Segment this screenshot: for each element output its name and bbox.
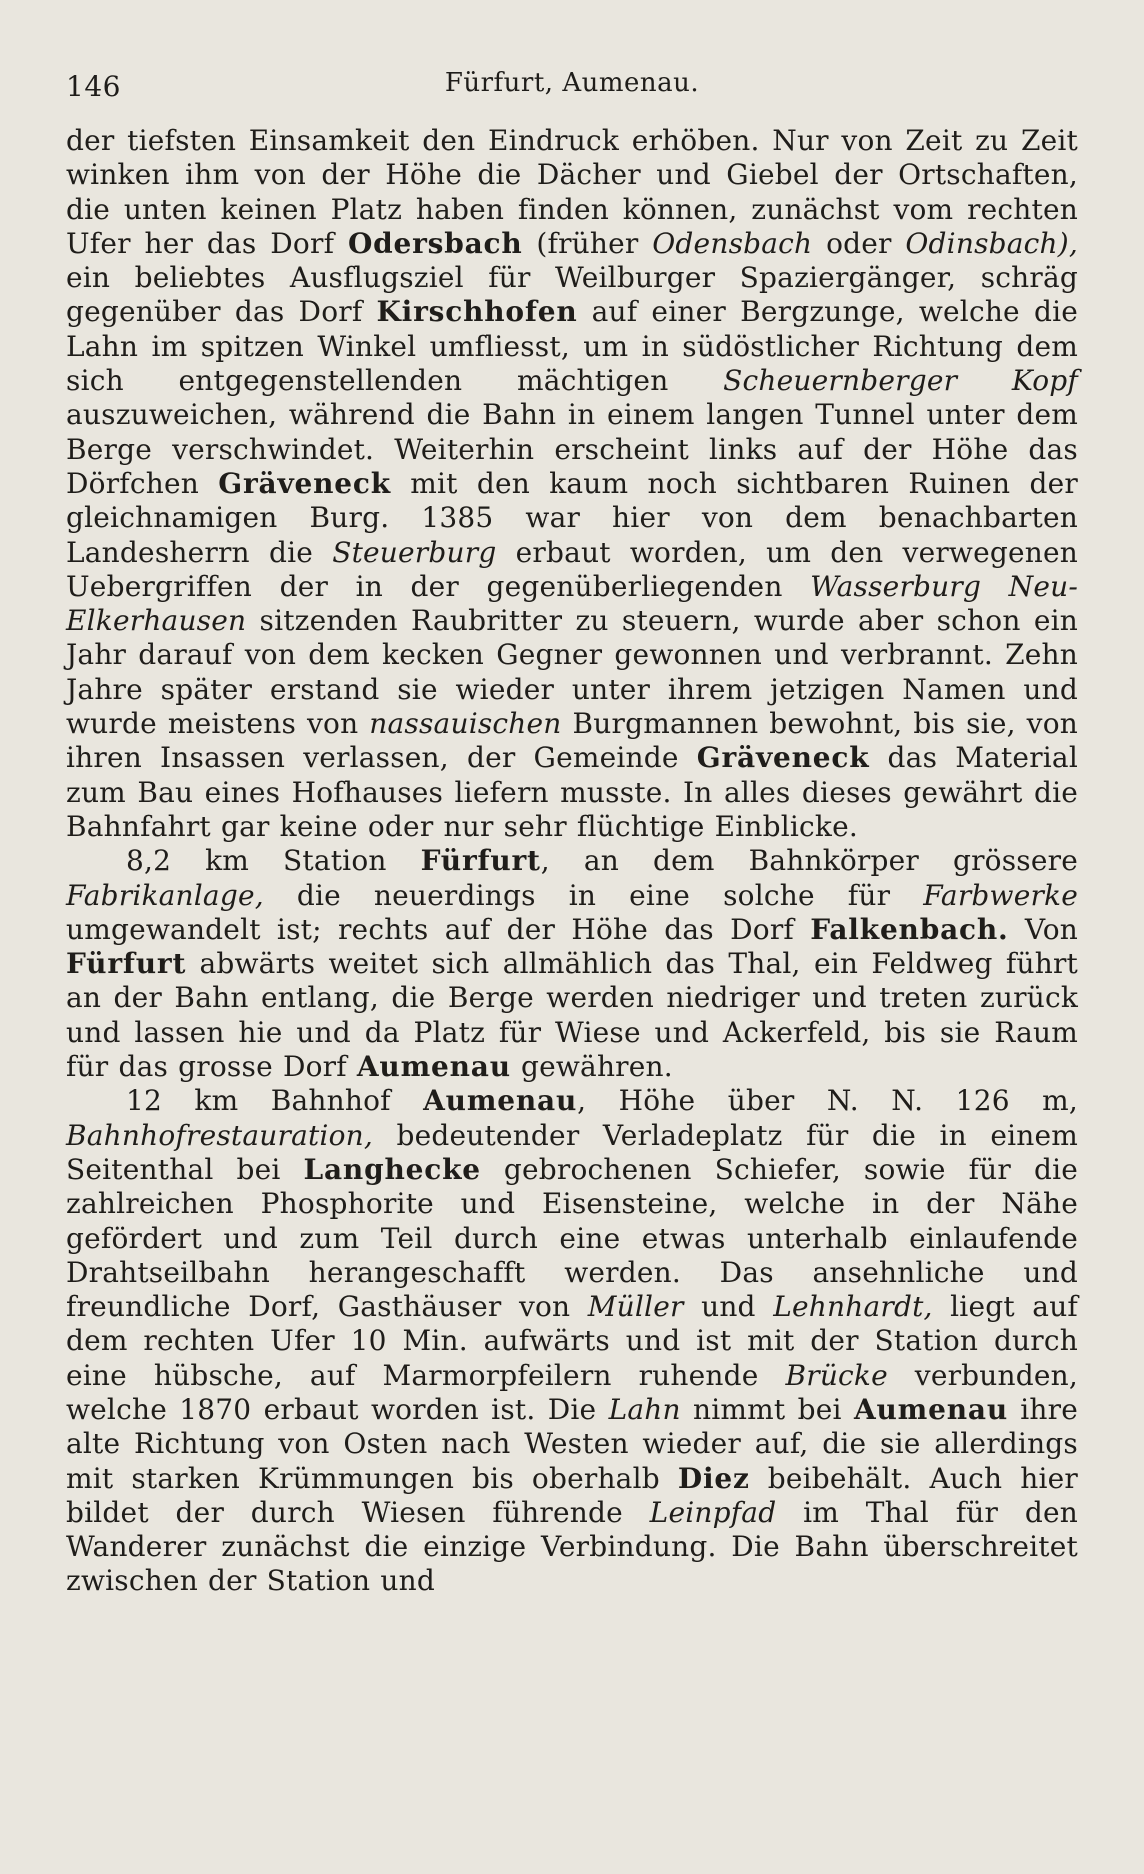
emphasis-text: Odensbach — [652, 226, 813, 260]
emphasis-text: Bahnhofrestauration, — [66, 1118, 373, 1152]
body-text — [66, 124, 1078, 1599]
place-name: Gräveneck — [218, 466, 391, 500]
emphasis-text: Lahn — [608, 1392, 681, 1426]
text-run: und — [683, 1290, 774, 1324]
text-run: die neuerdings in eine solche für — [263, 878, 924, 912]
text-run: der tiefsten Einsamkeit den Eindruck erhöben. Nur von Zeit zu Zeit winken ihm von der Höhe die Dächer und Giebel der Ortschaften, die unten keinen Platz haben finden können, zunächst vom rechten Ufer her das Dorf — [66, 124, 1078, 260]
text-run: mit den kaum noch sichtbaren Ruinen der gleichnamigen Burg. 1385 war hier von dem benachbarten Landesherrn die — [66, 466, 1078, 569]
text-run: erbaut worden, um den verwegenen Uebergriffen der in der gegenüberliegenden — [66, 535, 1078, 603]
paragraph — [66, 124, 1078, 844]
page-number: 146 — [66, 70, 121, 103]
text-run: liegt auf dem rechten Ufer 10 Min. aufwärts und ist mit der Station durch eine hübsche, auf Marmorpfeilern ruhende — [66, 1290, 1078, 1392]
emphasis-text: Farbwerke — [923, 878, 1078, 912]
place-name: Aumenau — [854, 1392, 1008, 1426]
text-run: (früher — [522, 226, 653, 260]
text-run: bedeutender Verladeplatz für die in einem Seitenthal bei — [66, 1118, 1078, 1186]
text-run: gewähren. — [510, 1050, 673, 1084]
emphasis-text: Scheuernberger Kopf — [723, 364, 1078, 398]
text-run: gebrochenen Schiefer, sowie für die zahlreichen Phosphorite und Eisensteine, welche in der Nähe gefördert und zum Teil durch eine etwas unterhalb einlaufende Drahtseilbahn herangeschafft werden. Das ansehnliche und freundliche Dorf, Gasthäuser von — [66, 1152, 1078, 1324]
text-run: , an dem Bahnkörper grössere — [540, 844, 1078, 878]
emphasis-text: Brücke — [785, 1358, 888, 1392]
text-run: im Thal für den Wanderer zunächst die einzige Verbindung. Die Bahn überschreitet zwischen der Station und — [66, 1495, 1078, 1598]
page-header — [66, 62, 1078, 102]
running-head: Fürfurt, Aumenau. — [444, 68, 700, 98]
place-name: Gräveneck — [696, 741, 870, 775]
emphasis-text: Müller — [587, 1290, 684, 1324]
text-run: ein beliebtes Ausflugsziel für Weilburger Spaziergänger, schräg gegenüber das Dorf — [66, 261, 1078, 329]
emphasis-text: Wasserburg Neu-Elkerhausen — [66, 569, 1078, 638]
text-run: verbunden, welche 1870 erbaut worden ist. Die — [66, 1358, 1078, 1426]
emphasis-text: Fabrikanlage, — [66, 878, 264, 912]
text-run: das Material zum Bau eines Hofhauses liefern musste. In alles dieses gewährt die Bahnfahrt gar keine oder nur sehr flüchtige Einblicke. — [66, 741, 1078, 843]
place-name: Kirschhofen — [376, 295, 578, 329]
text-run: umgewandelt ist; rechts auf der Höhe das Dorf — [66, 912, 811, 946]
text-run: beibehält. Auch hier bildet der durch Wiesen führende — [66, 1461, 1078, 1529]
place-name: Odersbach — [347, 226, 523, 260]
text-run: auszuweichen, während die Bahn in einem langen Tunnel unter dem Berge verschwindet. Weiterhin erscheint links auf der Höhe das Dörfchen — [66, 398, 1078, 500]
emphasis-text: nassauischen — [369, 707, 562, 741]
place-name: Aumenau — [423, 1084, 578, 1118]
text-run: oder — [812, 226, 906, 260]
text-run: sitzenden Raubritter zu steuern, wurde aber schon ein Jahr darauf von dem kecken Gegner gewonnen und verbrannt. Zehn Jahre später erstand sie wieder unter ihrem jetzigen Namen und wurde meistens von — [66, 604, 1078, 741]
place-name: Aumenau — [356, 1050, 511, 1084]
paragraph — [66, 844, 1078, 1084]
text-run: Burgmannen bewohnt, bis sie, von ihren Insassen verlassen, der Gemeinde — [66, 707, 1078, 775]
emphasis-text: Leinpfad — [649, 1495, 777, 1529]
text-run: 12 km Bahnhof — [126, 1084, 424, 1118]
emphasis-text: Steuerburg — [332, 535, 497, 569]
text-run: abwärts weitet sich allmählich das Thal, ein Feldweg führt an der Bahn entlang, die Berge werden niedriger und treten zurück und lassen hie und da Platz für Wiese und Ackerfeld, bis sie Raum für das grosse Dorf — [66, 947, 1078, 1084]
text-run: ihre alte Richtung von Osten nach Westen wieder auf, die sie allerdings mit starken Krümmungen bis oberhalb — [66, 1392, 1079, 1495]
paragraph — [66, 1084, 1078, 1598]
place-name: Fürfurt — [420, 844, 541, 878]
text-run: 8,2 km Station — [126, 844, 421, 878]
text-run: , Höhe über N. N. 126 m, — [577, 1084, 1078, 1118]
emphasis-text: Odinsbach), — [905, 226, 1078, 260]
text-run: Von — [1008, 912, 1078, 946]
text-run: nimmt bei — [680, 1392, 854, 1426]
place-name: Fürfurt — [66, 947, 187, 981]
text-run: auf einer Bergzunge, welche die Lahn im spitzen Winkel umfliesst, um in südöstlicher Richtung dem sich entgegenstellenden mächtigen — [66, 295, 1078, 398]
place-name: Diez — [677, 1461, 750, 1495]
place-name: Falkenbach. — [810, 912, 1009, 946]
emphasis-text: Lehnhardt, — [773, 1290, 933, 1324]
place-name: Langhecke — [303, 1152, 481, 1186]
